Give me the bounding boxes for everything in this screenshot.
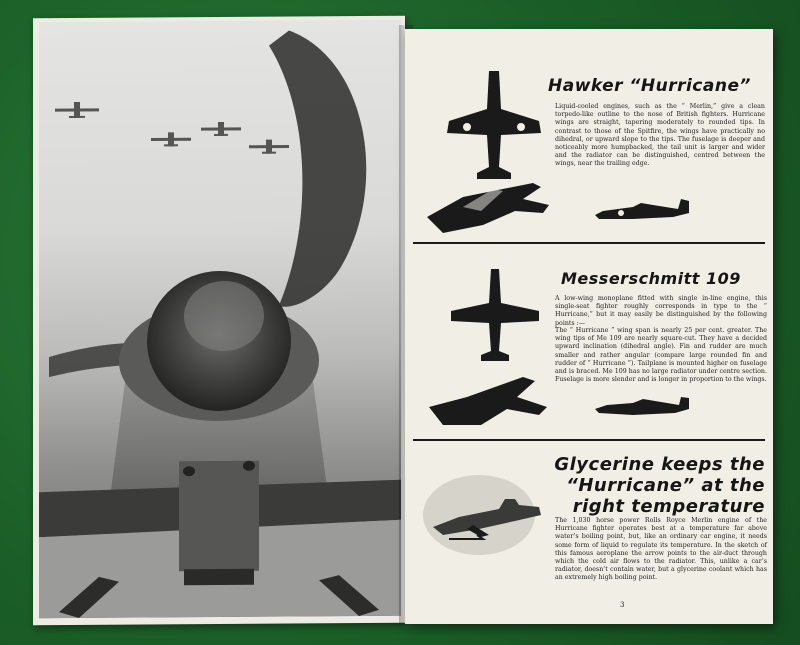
left-page xyxy=(33,16,405,626)
glycerine-title: Glycerine keeps the “Hurricane” at the right temperature xyxy=(554,454,765,517)
hurricane-section xyxy=(405,29,773,243)
propeller-photo xyxy=(39,20,401,619)
me109-oblique-icon xyxy=(423,373,553,433)
hurricane-sketch-icon xyxy=(419,465,549,565)
me109-planform-icon xyxy=(447,267,543,367)
hurricane-oblique-icon xyxy=(423,177,553,237)
hurricane-description: Liquid-cooled engines, such as the “ Merlin,” give a clean torpedo-like outline to the nose of British fighters. Hurricane wings are straight, tapering moderately to rounded tips. In contrast to those of the Spitfire, the wings have practically no dihedral, or upward slope to the tips. The fuselage is deeper and noticeably more humpbacked, the tail unit is larger and wider and the radiator can be distinguished, centred between the wings, near the trailing edge. xyxy=(555,103,765,168)
page-number: 3 xyxy=(620,601,625,609)
hurricane-title: Hawker “Hurricane” xyxy=(548,76,751,96)
section-divider xyxy=(413,242,765,244)
me109-side-icon xyxy=(593,395,693,421)
right-page xyxy=(405,29,773,624)
section-divider xyxy=(413,439,765,441)
hurricane-side-icon xyxy=(593,197,693,227)
booklet xyxy=(33,17,773,624)
messerschmitt-intro: A low-wing monoplane fitted with single in-line engine, this single-seat fighter roughly corresponds in type to the “ Hurricane,” but it may easily be distinguished by the following points :— xyxy=(555,295,767,327)
hurricane-planform-icon xyxy=(445,69,543,185)
glycerine-description: The 1,030 horse power Rolls Royce Merlin engine of the Hurricane fighter operates best at a temperature far above water’s boiling point, but, like an ordinary car engine, it needs some form of liquid to regulate its temperature. In the sketch of this famous aeroplane the arrow points to the air-duct through which the cold air flows to the radiator. This, unlike a car’s radiator, doesn’t contain water, but a glycerine coolant which has an extremely high boiling point. xyxy=(555,517,767,582)
messerschmitt-description: The “ Hurricane ” wing span is nearly 25 per cent. greater. The wing tips of Me 109 are nearly square-cut. They have a decided upward inclination (dihedral angle). Fin and rudder are much smaller and rather angular (compare large rounded fin and rudder of “ Hurricane ”). Tailplane is mounted higher on fuselage and is braced. Me 109 has no large radiator under centre section. Fuselage is more slender and is longer in proportion to the wings. xyxy=(555,327,767,384)
propeller-photo-illustration xyxy=(39,20,401,619)
plane-formation-icon xyxy=(55,101,289,156)
messerschmitt-title: Messerschmitt 109 xyxy=(561,269,741,288)
